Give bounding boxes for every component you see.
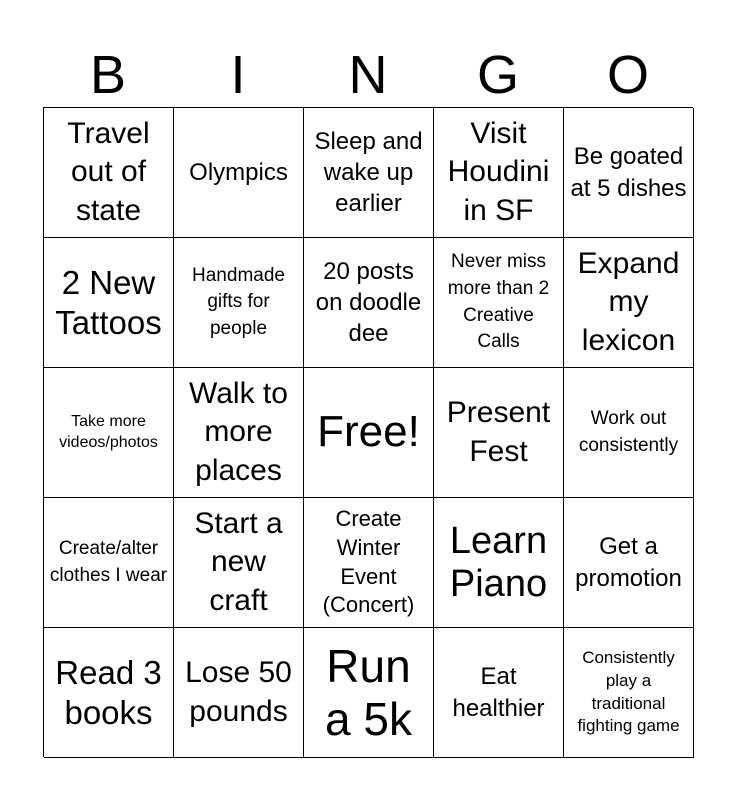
bingo-cell[interactable] [434,368,564,498]
bingo-cell-text: Never miss more than 2 Creative Calls [447,251,550,353]
bingo-cell-text: Read 3 books [55,653,162,731]
bingo-cell-text: Create/alter clothes I wear [49,537,168,586]
bingo-cell[interactable] [564,238,694,368]
bingo-cell-text: Sleep and wake up earlier [314,127,423,218]
bingo-cell-text: Eat healthier [452,663,545,722]
header-letter-i: I [230,45,246,105]
bingo-grid [43,107,693,757]
bingo-cell[interactable] [44,238,174,368]
bingo-cell-text: Start a new craft [194,506,283,617]
bingo-cell-text: Olympics [189,158,288,186]
bingo-cell-text: Work out consistently [578,407,679,456]
bingo-cell[interactable] [564,498,694,628]
bingo-cell-text: Be goated at 5 dishes [570,143,687,202]
bingo-cell[interactable] [174,368,304,498]
bingo-cell[interactable] [564,628,694,758]
bingo-cell-text: Travel out of state [67,116,150,227]
bingo-cell-text: Expand my lexicon [577,246,680,357]
header-letter-b: B [89,45,127,105]
bingo-cell[interactable] [434,498,564,628]
bingo-cell[interactable] [44,368,174,498]
bingo-cell[interactable] [564,108,694,238]
bingo-cell[interactable] [44,108,174,238]
free-space-text: Free! [317,407,420,457]
bingo-cell[interactable] [304,238,434,368]
header-letter-n: N [348,45,388,105]
bingo-cell-text: 20 posts on doodle dee [315,257,422,348]
header-letter-g: G [476,45,519,105]
bingo-cell[interactable] [304,498,434,628]
bingo-cell[interactable] [174,238,304,368]
bingo-cell[interactable] [174,108,304,238]
bingo-cell[interactable] [304,108,434,238]
bingo-cell[interactable] [174,628,304,758]
bingo-cell[interactable] [44,628,174,758]
bingo-cell-text: Consistently play a traditional fighting game [577,647,680,736]
bingo-cell-text: Walk to more places [189,376,288,487]
bingo-cell-text: Run a 5k [325,639,412,745]
bingo-cell-text: Visit Houdini in SF [447,116,550,227]
bingo-cell[interactable] [304,628,434,758]
free-space-cell[interactable] [304,368,434,498]
bingo-cell[interactable] [564,368,694,498]
bingo-cell-text: Handmade gifts for people [192,264,285,339]
header-letter-o: O [606,45,649,105]
bingo-header [43,44,693,106]
bingo-cell[interactable] [434,238,564,368]
bingo-cell-text: Create Winter Event (Concert) [322,506,415,618]
bingo-cell-text: 2 New Tattoos [55,263,162,341]
bingo-cell[interactable] [434,628,564,758]
bingo-cell-text: Get a promotion [575,533,682,592]
bingo-cell-text: Learn Piano [449,519,548,605]
bingo-cell[interactable] [44,498,174,628]
bingo-cell[interactable] [174,498,304,628]
bingo-cell-text: Present Fest [446,396,551,468]
bingo-cell[interactable] [434,108,564,238]
bingo-cell-text: Take more videos/photos [59,412,158,451]
bingo-cell-text: Lose 50 pounds [185,656,292,728]
